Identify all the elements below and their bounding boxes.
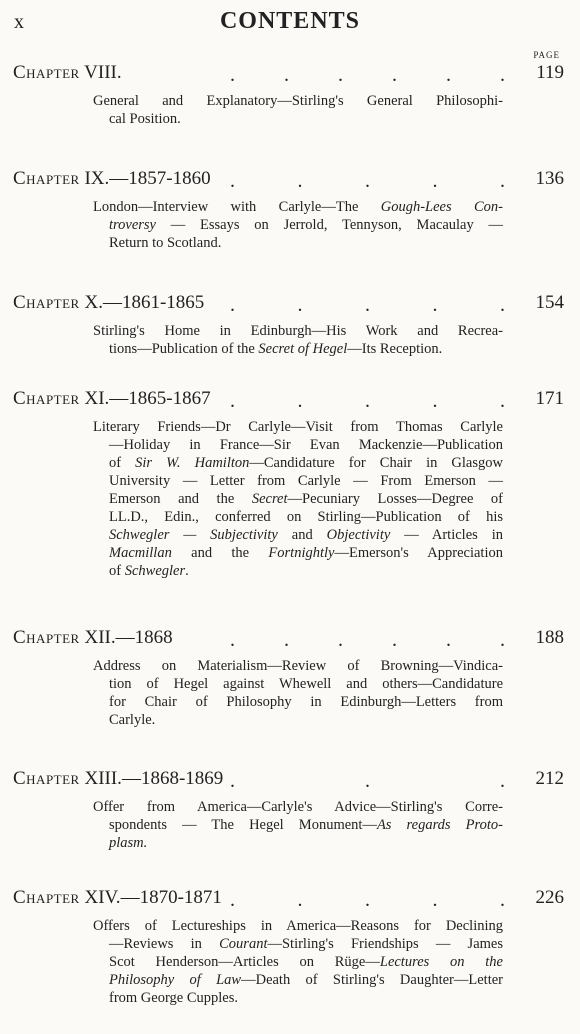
summary-line: Literary Friends—Dr Carlyle—Visit from Thomas Carlyle [93,419,503,435]
dot-leaders: . . . . . [230,390,505,412]
chapter-dates: —1861-1865 [102,292,205,313]
summary-line: tions—Publication of the Secret of Hegel—Its Reception. [109,341,443,357]
chapter-heading [13,62,122,84]
page-column-label: PAGE [533,50,560,60]
summary-line: Offers of Lectureships in America—Reasons for Declining [93,918,503,934]
summary-line: Offer from America—Carlyle's Advice—Stirling's Corre- [93,799,503,815]
summary-line: University — Letter from Carlyle — From Emerson — [109,473,503,489]
chapter-summary [93,322,503,358]
chapter-heading [13,627,173,649]
summary-line: Carlyle. [109,712,156,728]
chapter-number: XII. [79,627,116,648]
dot-leaders: . . . [230,770,505,792]
chapter-summary [93,657,503,729]
chapter-number: XI. [79,388,110,409]
dot-leaders: . . . . . . [230,64,505,86]
summary-line: spondents — The Hegel Monument—As regards Proto- [109,817,503,833]
summary-line: of Schwegler. [109,563,189,579]
dot-leaders: . . . . . [230,170,505,192]
chapter-heading [13,168,211,190]
summary-line: of Sir W. Hamilton—Candidature for Chair in Glasgow [109,455,503,471]
chapter-number: VIII. [79,62,122,83]
dot-leaders: . . . . . [230,889,505,911]
chapter-dates: —1865-1867 [109,388,211,409]
summary-line: cal Position. [109,111,181,127]
summary-line: troversy — Essays on Jerrold, Tennyson, Macaulay — [109,217,503,233]
summary-line: London—Interview with Carlyle—The Gough-Lees Con- [93,199,503,215]
chapter-heading [13,768,223,790]
summary-line: LL.D., Edin., conferred on Stirling—Publication of his [109,509,503,525]
summary-line: —Reviews in Courant—Stirling's Friendships — James [109,936,503,952]
chapter-summary [93,92,503,128]
summary-line: from George Cupples. [109,990,238,1006]
page-number[interactable]: 226 [535,887,564,908]
summary-line: Return to Scotland. [109,235,222,251]
page-number[interactable]: 136 [535,168,564,189]
chapter-dates: —1868 [115,627,173,648]
summary-line: Address on Materialism—Review of Browning—Vindica- [93,658,503,674]
page-number[interactable]: 119 [536,62,564,83]
page-number[interactable]: 171 [535,388,564,409]
summary-line: General and Explanatory—Stirling's General Philosophi- [93,93,503,109]
page-number[interactable]: 154 [535,292,564,313]
chapter-number: X. [79,292,103,313]
summary-line: Stirling's Home in Edinburgh—His Work and Recrea- [93,323,503,339]
chapter-summary [93,917,503,1007]
chapter-summary [93,198,503,252]
dot-leaders: . . . . . . [230,629,505,651]
chapter-summary [93,798,503,852]
chapter-heading [13,887,222,909]
chapter-label: Chapter [13,388,80,409]
chapter-dates: —1868-1869 [121,768,224,789]
chapter-label: Chapter [13,627,80,648]
chapter-heading [13,388,211,410]
chapter-heading [13,292,204,314]
summary-line: tion of Hegel against Whewell and others—Candidature [109,676,503,692]
summary-line: for Chair of Philosophy in Edinburgh—Letters from [109,694,503,710]
chapter-number: XIII. [79,768,122,789]
chapter-dates: —1857-1860 [109,168,211,189]
summary-line: Schwegler — Subjectivity and Objectivity — Articles in [109,527,503,543]
summary-line: Macmillan and the Fortnightly—Emerson's Appreciation [109,545,503,561]
chapter-label: Chapter [13,768,80,789]
summary-line: Philosophy of Law—Death of Stirling's Daughter—Letter [109,972,503,988]
page-title: CONTENTS [219,8,361,34]
chapter-summary [93,418,503,580]
page-number[interactable]: 188 [535,627,564,648]
chapter-number: IX. [79,168,110,189]
chapter-label: Chapter [13,292,80,313]
folio-number: x [14,11,24,33]
chapter-dates: —1870-1871 [120,887,222,908]
chapter-number: XIV. [79,887,121,908]
chapter-label: Chapter [13,887,80,908]
chapter-label: Chapter [13,168,80,189]
chapter-label: Chapter [13,62,80,83]
summary-line: Scot Henderson—Articles on Rüge—Lectures on the [109,954,503,970]
summary-line: Emerson and the Secret—Pecuniary Losses—Degree of [109,491,503,507]
summary-line: —Holiday in France—Sir Evan Mackenzie—Publication [109,437,503,453]
dot-leaders: . . . . . [230,294,505,316]
page-number[interactable]: 212 [535,768,564,789]
summary-line: plasm. [109,835,148,851]
